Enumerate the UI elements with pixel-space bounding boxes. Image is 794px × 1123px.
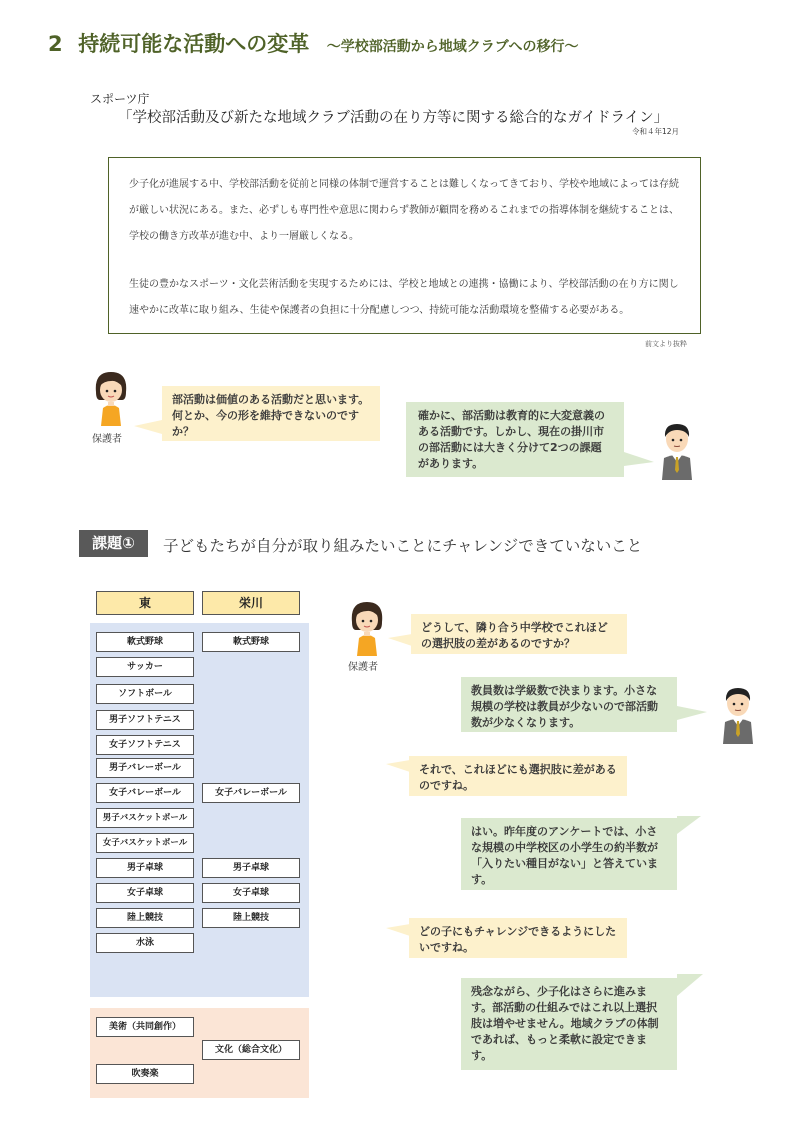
- sakaegawa-club-item: 陸上競技: [202, 908, 300, 928]
- bubble-tail: [677, 706, 707, 720]
- heading-number: 2: [48, 32, 63, 56]
- east-club-item: 水泳: [96, 933, 194, 953]
- east-club-item: ソフトボール: [96, 684, 194, 704]
- east-club-item: 男子バスケットボール: [96, 808, 194, 828]
- quote-paragraph-2: 生徒の豊かなスポーツ・文化芸術活動を実現するためには、学校と地域との連携・協働により、学校部活動の在り方に関し速やかに改革に取り組み、生徒や保護者の負担に十分配慮しつつ、持続可能な活動環境を整備する必要がある。: [129, 279, 679, 316]
- east-club-item: 女子バレーボール: [96, 783, 194, 803]
- quote-paragraph-1: 少子化が進展する中、学校部活動を従前と同様の体制で運営することは難しくなってきており、学校や地域によっては存続が厳しい状況にある。また、必ずしも専門性や意思に関わらず教師が顧問を務めるこれまでの指導体制を継続することは、学校の働き方改革が進む中、より一層厳しくなる。: [129, 179, 679, 242]
- issue-text: 子どもたちが自分が取り組みたいことにチャレンジできていないこと: [163, 537, 643, 555]
- bubble-tail: [134, 420, 162, 434]
- parent-label: 保護者: [92, 434, 122, 445]
- sakaegawa-club-item: 女子バレーボール: [202, 783, 300, 803]
- east-club-item: 男子バレーボール: [96, 758, 194, 778]
- parent-bubble: 部活動は価値のある活動だと思います。何とか、今の形を維持できないのですか？: [162, 386, 380, 441]
- parent-icon: [90, 370, 132, 426]
- excerpt-note: 前文より抜粋: [645, 340, 687, 348]
- teacher-bubble: 確かに、部活動は教育的に大変意義のある活動です。しかし、現在の掛川市の部活動には大きく分けて2つの課題があります。: [406, 402, 624, 477]
- agency-name: スポーツ庁: [90, 92, 150, 106]
- school-header-sakaegawa: 栄川: [202, 591, 300, 615]
- east-club-item: サッカー: [96, 657, 194, 677]
- guideline-title: 「学校部活動及び新たな地域クラブ活動の在り方等に関する総合的なガイドライン」: [118, 110, 669, 126]
- bubble-tail: [677, 974, 703, 996]
- guideline-date: 令和４年12月: [632, 127, 680, 136]
- sakaegawa-club-item: 軟式野球: [202, 632, 300, 652]
- bubble-tail: [386, 760, 410, 772]
- sakaegawa-club-item: 男子卓球: [202, 858, 300, 878]
- teacher-icon: [717, 684, 759, 744]
- sakaegawa-club-item: 女子卓球: [202, 883, 300, 903]
- teacher-icon: [656, 420, 698, 480]
- bubble-tail: [388, 634, 412, 646]
- bubble-tail: [624, 452, 654, 466]
- teacher-answer-1: 教員数は学級数で決まります。小さな規模の学校は教員が少ないので部活動数が少なくなります。: [461, 677, 677, 732]
- parent-question-1: どうして、隣り合う中学校でこれほどの選択肢の差があるのですか？: [411, 614, 627, 654]
- east-culture-item: 美術（共同創作）: [96, 1017, 194, 1037]
- quote-box: [108, 157, 701, 334]
- east-club-item: 女子卓球: [96, 883, 194, 903]
- east-culture-item: 吹奏楽: [96, 1064, 194, 1084]
- bubble-tail: [386, 924, 410, 936]
- issue-badge: 課題①: [79, 530, 148, 557]
- bubble-tail: [677, 816, 701, 834]
- east-club-item: 軟式野球: [96, 632, 194, 652]
- teacher-answer-2: はい。昨年度のアンケートでは、小さな規模の中学校区の小学生の約半数が「入りたい種目がない」と答えています。: [461, 818, 677, 890]
- sakaegawa-culture-item: 文化（総合文化）: [202, 1040, 300, 1060]
- section-heading: [48, 28, 579, 58]
- east-club-item: 男子ソフトテニス: [96, 710, 194, 730]
- east-club-item: 女子ソフトテニス: [96, 735, 194, 755]
- parent-label: 保護者: [348, 662, 378, 673]
- east-club-item: 男子卓球: [96, 858, 194, 878]
- parent-icon: [346, 600, 388, 656]
- east-club-item: 陸上競技: [96, 908, 194, 928]
- parent-question-2: それで、これほどにも選択肢に差があるのですね。: [409, 756, 627, 796]
- parent-question-3: どの子にもチャレンジできるようにしたいですね。: [409, 918, 627, 958]
- teacher-answer-3: 残念ながら、少子化はさらに進みます。部活動の仕組みではこれ以上選択肢は増やせません。地域クラブの体制であれば、もっと柔軟に設定できます。: [461, 978, 677, 1070]
- school-header-east: 東: [96, 591, 194, 615]
- heading-subtitle: ～学校部活動から地域クラブへの移行～: [326, 39, 579, 55]
- heading-title: 持続可能な活動への変革: [78, 32, 310, 56]
- east-club-item: 女子バスケットボール: [96, 833, 194, 853]
